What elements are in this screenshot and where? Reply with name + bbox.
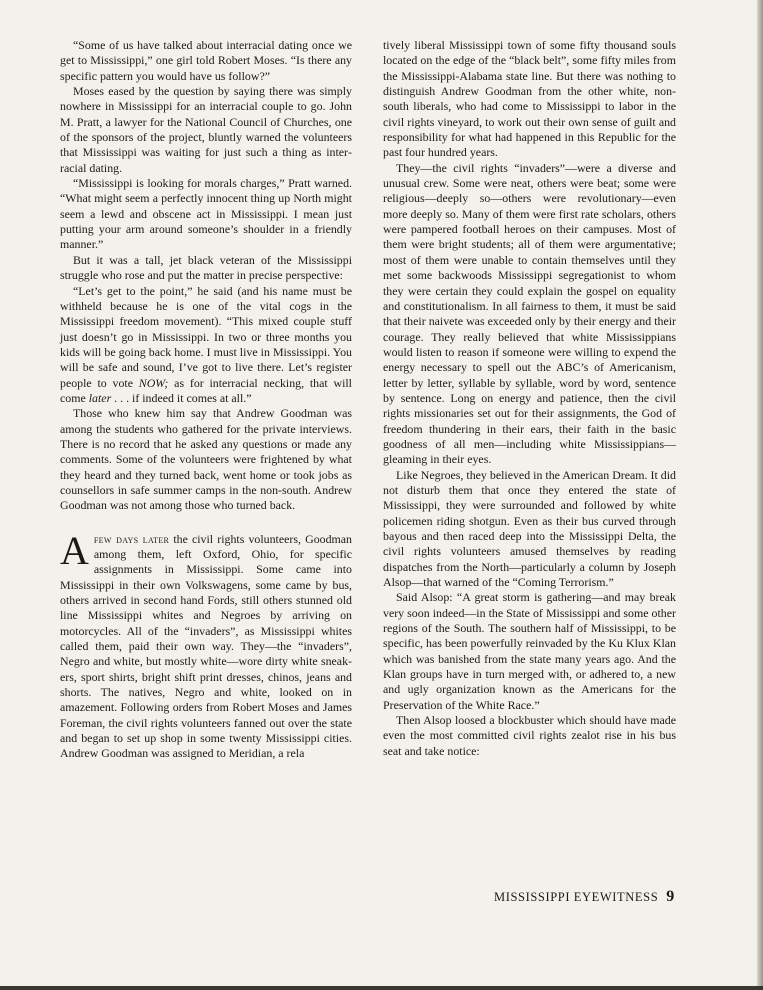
paragraph: Said Alsop: “A great storm is gathering—and may break very soon indeed—in the State of Mississippi and some other regions of the South. The southern half of Mississippi, to be specific, has been powerfully reinvaded by the Ku Klux Klan which was banished from the state many years ago. And the Klan groups have in turn merged with, or adhered to, a new and ugly organization known as the Americans for the Preservation of the White Race.” (383, 590, 676, 712)
lead-in: few days later (93, 531, 170, 546)
left-column (60, 38, 352, 762)
drop-cap: A (60, 527, 89, 573)
page-number: 9 (666, 888, 675, 905)
paragraph: “Some of us have talked about interracial dating once we get to Mississippi,” one girl told Robert Moses. “Is there any specific pattern you would have us follow?” (60, 38, 352, 83)
paragraph (60, 284, 352, 407)
paragraph: Then Alsop loosed a blockbuster which should have made even the most committed civil rights zealot rise in his bus seat and take notice: (383, 713, 676, 758)
quote-text: “Let’s get to the point,” he said (and his name must be withheld because he is one of the vital cogs in the Mississippi freedom movement). “This mixed couple stuff just doesn’t go in Mississippi. In two or three months you kids will be going back home. I must live in Mississippi. You will be safe and sound, I’ve got to live there. Let’s register people to vote (60, 283, 352, 390)
paragraph: Like Negroes, they believed in the American Dream. It did not disturb them that once they entered the state of Mississippi, they were surrounded and followed by white policemen riding shotgun. Even as their bus curved through bayous and then raced deep into the Mississippi Delta, the civil rights volunteers amused themselves by reading dispatches from the North—particularly a column by Joseph Alsop—that warned of the “Coming Terrorism.” (383, 467, 676, 590)
paragraph: tively liberal Mississippi town of some fifty thousand souls located on the edge of the “black belt”, some fifty miles from the Mississippi-Alabama state line. But there was nothing to distinguish Andrew Goodman from the other white, non-south liberals, who had come to Mississippi to labor in the civil rights vineyard, to work out their own sense of guilt and responsibility for what had happened in this Republic for the past four hundred years. (383, 38, 676, 160)
page-bottom-edge (0, 986, 763, 990)
paragraph: Moses eased by the question by saying there was simply nowhere in Mississippi for an interracial couple to go. John M. Pratt, a lawyer for the National Council of Churches, one of the sponsors of the project, bluntly warned the volunteers that Mississippi was waiting for just such a thing as interracial dating. (60, 84, 352, 175)
emphasis-later: later (88, 390, 112, 405)
paragraph: They—the civil rights “invaders”—were a diverse and unusual crew. Some were neat, others were beat; some were religious—deeply so—others were revolutionary—even more deeply so. Many of them were first rate scholars, others were pampered football heroes on their campuses. Most of them were bright students; all of them were argumentative; most of them were unable to contain themselves until they met some backwoods Mississippi segregationist to whom they were certain they could explain the gospel on equality and constitutionalism. In all fairness to them, it must be said that their naivete was exceeded only by their energy and their courage. They really believed that white Mississippians would listen to reason if someone were willing to expend the energy necessary to spell out the ABC’s of Americanism, letter by letter, syllable by syllable, word by word, sentence by sentence. Long on energy and patience, then the civil rights missionaries set out for their assignments, the God of freedom thundering in their ears, their faith in the basic goodness of all men—including white Mississippians—gleaming in their eyes. (383, 160, 676, 467)
paragraph-text: the civil rights volunteers, Goodman among them, left Oxford, Ohio, for specific assignments in Mississippi. Some came into Mississippi in their own Volkswagens, some came by bus, others arrived in second hand Fords, still others stunned old line Mississippi whites and Negroes by arriving on motorcycles. All of the “invaders”, as Mississippi whites called them, paid their own way. They—the “invaders”, Negro and white, but mostly white—wore dirty white sneakers, sport shirts, bright shift print dresses, chinos, jeans and shorts. The natives, Negro and white, looked on in amazement. Following orders from Robert Moses and James Foreman, the civil rights volunteers fanned out over the state and began to set up shop in some twenty Mississippi cities. Andrew Goodman was assigned to Meridian, a rela (60, 531, 352, 761)
paragraph: But it was a tall, jet black veteran of the Mississippi struggle who rose and put the matter in precise perspective: (60, 252, 352, 283)
quote-text: . . . if indeed it comes at all.” (111, 390, 252, 405)
page-footer (494, 888, 675, 906)
paragraph: “Mississippi is looking for morals charges,” Pratt warned. “What might seem a perfectly innocent thing up North might seem a lewd and obscene act in Mississippi. I mean just putting your arm around someone’s shoulder in a friendly manner.” (60, 176, 352, 252)
paragraph: Those who knew him say that Andrew Goodman was among the students who gathered for the private interviews. There is no record that he asked any questions or made any comments. Some of the volunteers were frightened by what they heard and they turned back, went home or took jobs as counsellors in safe summer camps in the non-south. Andrew Goodman was not among those who turned back. (60, 406, 352, 513)
emphasis-now: NOW; (138, 375, 169, 390)
right-column (383, 38, 676, 759)
page-edge-shadow (757, 0, 763, 990)
quote-text: as for interracial necking, that will come (60, 375, 352, 405)
running-title: MISSISSIPPI EYEWITNESS (494, 890, 659, 904)
section-opening-paragraph (60, 527, 352, 762)
